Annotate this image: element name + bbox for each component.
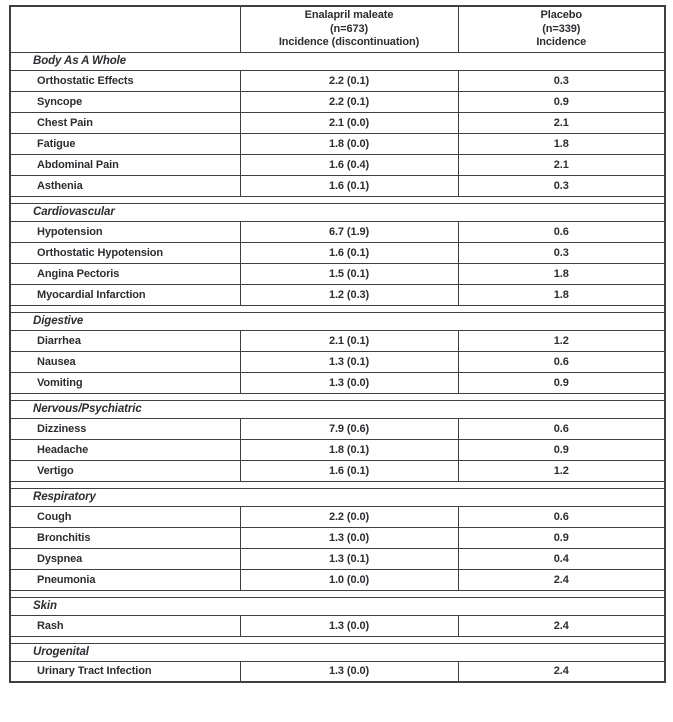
placebo-incidence-value: 0.9	[458, 527, 665, 548]
adverse-reaction-label: Cough	[10, 506, 240, 527]
enalapril-incidence-value: 1.2 (0.3)	[240, 284, 458, 305]
adverse-reaction-label: Headache	[10, 439, 240, 460]
section-header-row	[10, 597, 665, 615]
enalapril-incidence-value: 1.3 (0.1)	[240, 351, 458, 372]
table-row	[10, 154, 665, 175]
table-row	[10, 439, 665, 460]
enalapril-header-line-1: Enalapril maleate	[304, 9, 394, 21]
table-row	[10, 91, 665, 112]
adverse-reaction-label: Myocardial Infarction	[10, 284, 240, 305]
table-row	[10, 506, 665, 527]
spacer-cell	[10, 590, 665, 597]
adverse-reaction-label: Abdominal Pain	[10, 154, 240, 175]
table-row	[10, 351, 665, 372]
adverse-reaction-label: Asthenia	[10, 175, 240, 196]
section-header-row	[10, 488, 665, 506]
enalapril-incidence-value: 1.6 (0.1)	[240, 460, 458, 481]
enalapril-incidence-value: 1.3 (0.0)	[240, 372, 458, 393]
placebo-header-line-1: Placebo	[540, 9, 582, 21]
table-row	[10, 527, 665, 548]
table-row	[10, 569, 665, 590]
spacer-cell	[10, 393, 665, 400]
table-row	[10, 221, 665, 242]
spacer-cell	[10, 636, 665, 643]
spacer-cell	[10, 196, 665, 203]
enalapril-incidence-value: 2.1 (0.1)	[240, 330, 458, 351]
header-row	[10, 6, 665, 52]
section-header-row	[10, 312, 665, 330]
section-title: Digestive	[10, 312, 665, 330]
section-spacer-row	[10, 481, 665, 488]
table-row	[10, 330, 665, 351]
enalapril-incidence-value: 2.1 (0.0)	[240, 112, 458, 133]
adverse-reaction-label: Nausea	[10, 351, 240, 372]
table-row	[10, 284, 665, 305]
table-row	[10, 263, 665, 284]
placebo-incidence-value: 1.2	[458, 460, 665, 481]
adverse-reaction-label: Pneumonia	[10, 569, 240, 590]
placebo-incidence-value: 1.2	[458, 330, 665, 351]
placebo-incidence-value: 1.8	[458, 133, 665, 154]
enalapril-incidence-value: 1.6 (0.1)	[240, 175, 458, 196]
adverse-reaction-label: Dyspnea	[10, 548, 240, 569]
section-header-row	[10, 643, 665, 661]
section-title: Urogenital	[10, 643, 665, 661]
placebo-incidence-value: 0.6	[458, 506, 665, 527]
placebo-incidence-value: 1.8	[458, 284, 665, 305]
adverse-reaction-label: Fatigue	[10, 133, 240, 154]
adverse-reaction-label: Angina Pectoris	[10, 263, 240, 284]
placebo-column-header	[458, 6, 665, 52]
placebo-incidence-value: 2.1	[458, 154, 665, 175]
placebo-incidence-value: 2.4	[458, 661, 665, 682]
section-spacer-row	[10, 636, 665, 643]
adverse-reaction-label: Chest Pain	[10, 112, 240, 133]
section-spacer-row	[10, 590, 665, 597]
placebo-incidence-value: 0.6	[458, 221, 665, 242]
enalapril-incidence-value: 6.7 (1.9)	[240, 221, 458, 242]
placebo-incidence-value: 2.4	[458, 569, 665, 590]
placebo-incidence-value: 1.8	[458, 263, 665, 284]
placebo-incidence-value: 0.9	[458, 439, 665, 460]
enalapril-incidence-value: 1.0 (0.0)	[240, 569, 458, 590]
section-header-row	[10, 203, 665, 221]
enalapril-incidence-value: 7.9 (0.6)	[240, 418, 458, 439]
placebo-incidence-value: 0.3	[458, 175, 665, 196]
adverse-reaction-label: Vertigo	[10, 460, 240, 481]
placebo-incidence-value: 0.4	[458, 548, 665, 569]
enalapril-header-line-3: Incidence (discontinuation)	[278, 36, 420, 48]
table-row	[10, 460, 665, 481]
placebo-header-line-2: (n=339)	[542, 22, 581, 35]
table-row	[10, 112, 665, 133]
enalapril-column-header	[240, 6, 458, 52]
placebo-incidence-value: 0.9	[458, 372, 665, 393]
table-row	[10, 548, 665, 569]
table-header	[10, 6, 665, 52]
section-title: Nervous/Psychiatric	[10, 400, 665, 418]
adverse-reaction-label: Diarrhea	[10, 330, 240, 351]
enalapril-header-line-2: (n=673)	[329, 22, 369, 35]
corner-cell	[10, 6, 240, 52]
adverse-reactions-table	[9, 5, 666, 683]
enalapril-incidence-value: 2.2 (0.1)	[240, 70, 458, 91]
placebo-incidence-value: 0.3	[458, 242, 665, 263]
enalapril-incidence-value: 1.5 (0.1)	[240, 263, 458, 284]
enalapril-incidence-value: 2.2 (0.1)	[240, 91, 458, 112]
enalapril-incidence-value: 1.3 (0.0)	[240, 615, 458, 636]
adverse-reaction-label: Rash	[10, 615, 240, 636]
placebo-incidence-value: 0.6	[458, 351, 665, 372]
spacer-cell	[10, 305, 665, 312]
section-title: Skin	[10, 597, 665, 615]
spacer-cell	[10, 481, 665, 488]
enalapril-incidence-value: 1.6 (0.1)	[240, 242, 458, 263]
adverse-reaction-label: Orthostatic Effects	[10, 70, 240, 91]
enalapril-incidence-value: 1.8 (0.0)	[240, 133, 458, 154]
placebo-header-line-3: Incidence	[536, 36, 587, 48]
adverse-reaction-label: Vomiting	[10, 372, 240, 393]
placebo-incidence-value: 0.3	[458, 70, 665, 91]
section-spacer-row	[10, 196, 665, 203]
section-header-row	[10, 52, 665, 70]
section-title: Respiratory	[10, 488, 665, 506]
placebo-incidence-value: 0.9	[458, 91, 665, 112]
enalapril-incidence-value: 1.3 (0.0)	[240, 661, 458, 682]
enalapril-incidence-value: 1.3 (0.0)	[240, 527, 458, 548]
adverse-reaction-label: Dizziness	[10, 418, 240, 439]
table-row	[10, 133, 665, 154]
document-page	[0, 5, 673, 722]
table-body	[10, 52, 665, 682]
enalapril-incidence-value: 1.3 (0.1)	[240, 548, 458, 569]
table-row	[10, 175, 665, 196]
section-spacer-row	[10, 305, 665, 312]
table-row	[10, 70, 665, 91]
section-title: Body As A Whole	[10, 52, 665, 70]
enalapril-incidence-value: 1.6 (0.4)	[240, 154, 458, 175]
table-row	[10, 418, 665, 439]
adverse-reaction-label: Hypotension	[10, 221, 240, 242]
section-spacer-row	[10, 393, 665, 400]
placebo-incidence-value: 0.6	[458, 418, 665, 439]
section-title: Cardiovascular	[10, 203, 665, 221]
enalapril-incidence-value: 1.8 (0.1)	[240, 439, 458, 460]
table-row	[10, 661, 665, 682]
section-header-row	[10, 400, 665, 418]
adverse-reaction-label: Syncope	[10, 91, 240, 112]
placebo-incidence-value: 2.1	[458, 112, 665, 133]
table-row	[10, 242, 665, 263]
table-row	[10, 615, 665, 636]
adverse-reaction-label: Orthostatic Hypotension	[10, 242, 240, 263]
table-row	[10, 372, 665, 393]
adverse-reaction-label: Urinary Tract Infection	[10, 661, 240, 682]
adverse-reaction-label: Bronchitis	[10, 527, 240, 548]
enalapril-incidence-value: 2.2 (0.0)	[240, 506, 458, 527]
placebo-incidence-value: 2.4	[458, 615, 665, 636]
